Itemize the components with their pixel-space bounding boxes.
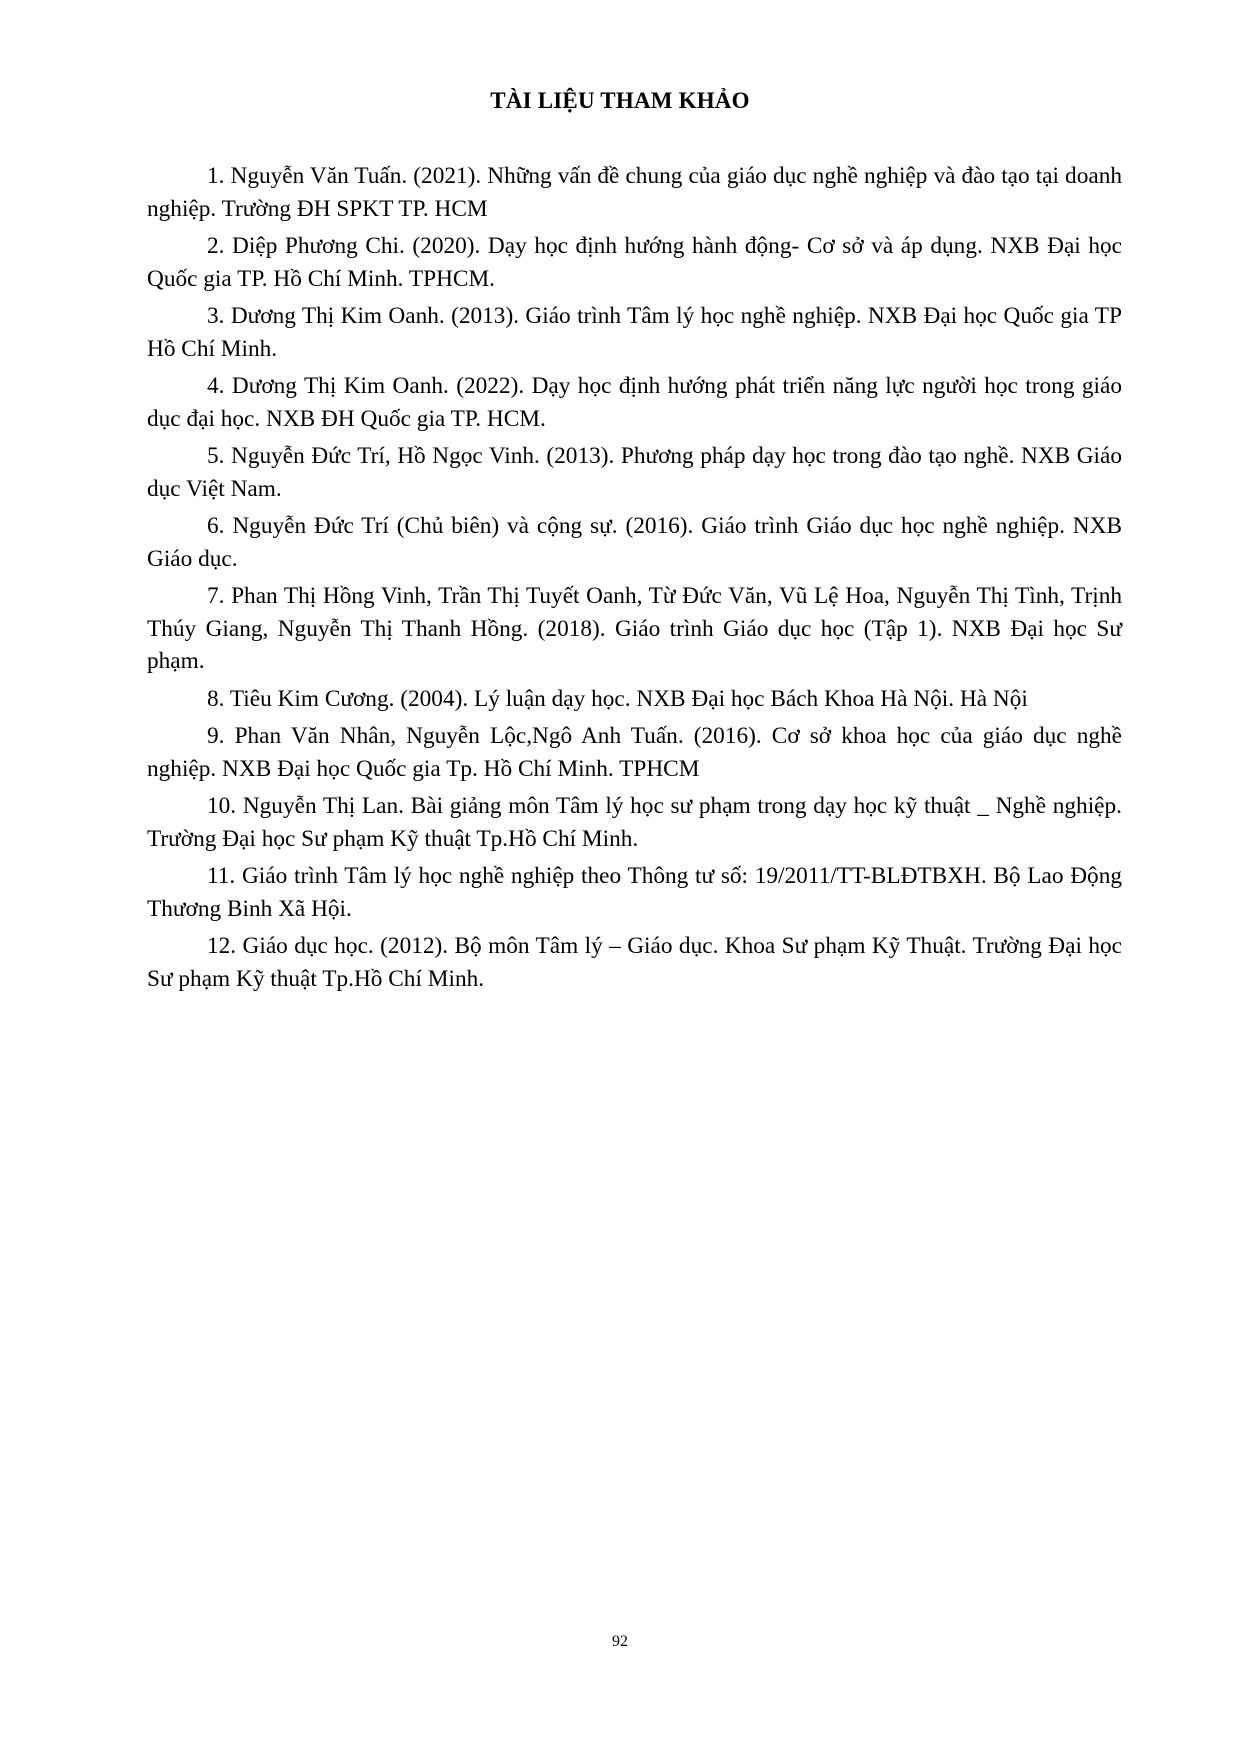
reference-item: 2. Diệp Phương Chi. (2020). Dạy học định hướng hành động- Cơ sở và áp dụng. NXB Đại học Quốc gia TP. Hồ Chí Minh. TPHCM.	[147, 233, 1122, 292]
reference-item: 10. Nguyễn Thị Lan. Bài giảng môn Tâm lý học sư phạm trong dạy học kỹ thuật _ Nghề nghiệp. Trường Đại học Sư phạm Kỹ thuật Tp.Hồ Chí Minh.	[147, 793, 1122, 852]
reference-item: 11. Giáo trình Tâm lý học nghề nghiệp theo Thông tư số: 19/2011/TT-BLĐTBXH. Bộ Lao Động Thương Binh Xã Hội.	[147, 863, 1122, 922]
reference-item: 1. Nguyễn Văn Tuấn. (2021). Những vấn đề chung của giáo dục nghề nghiệp và đào tạo tại doanh nghiệp. Trường ĐH SPKT TP. HCM	[147, 163, 1122, 222]
reference-item: 3. Dương Thị Kim Oanh. (2013). Giáo trình Tâm lý học nghề nghiệp. NXB Đại học Quốc gia TP Hồ Chí Minh.	[147, 303, 1122, 362]
reference-item: 4. Dương Thị Kim Oanh. (2022). Dạy học định hướng phát triển năng lực người học trong giáo dục đại học. NXB ĐH Quốc gia TP. HCM.	[147, 373, 1122, 432]
reference-item: 6. Nguyễn Đức Trí (Chủ biên) và cộng sự. (2016). Giáo trình Giáo dục học nghề nghiệp. NXB Giáo dục.	[147, 513, 1122, 572]
reference-list	[147, 160, 1122, 1000]
page-number: 92	[612, 1633, 628, 1650]
reference-item: 12. Giáo dục học. (2012). Bộ môn Tâm lý – Giáo dục. Khoa Sư phạm Kỹ Thuật. Trường Đại học Sư phạm Kỹ thuật Tp.Hồ Chí Minh.	[147, 933, 1122, 992]
page-title: TÀI LIỆU THAM KHẢO	[490, 88, 750, 113]
reference-item: 8. Tiêu Kim Cương. (2004). Lý luận dạy học. NXB Đại học Bách Khoa Hà Nội. Hà Nội	[207, 685, 1028, 712]
reference-item: 7. Phan Thị Hồng Vinh, Trần Thị Tuyết Oanh, Từ Đức Văn, Vũ Lệ Hoa, Nguyễn Thị Tình, Trịnh Thúy Giang, Nguyễn Thị Thanh Hồng. (2018). Giáo trình Giáo dục học (Tập 1). NXB Đại học Sư phạm.	[147, 583, 1122, 674]
reference-item: 5. Nguyễn Đức Trí, Hồ Ngọc Vinh. (2013). Phương pháp dạy học trong đào tạo nghề. NXB Giáo dục Việt Nam.	[147, 443, 1122, 502]
reference-item: 9. Phan Văn Nhân, Nguyễn Lộc,Ngô Anh Tuấn. (2016). Cơ sở khoa học của giáo dục nghề nghiệp. NXB Đại học Quốc gia Tp. Hồ Chí Minh. TPHCM	[147, 723, 1122, 782]
